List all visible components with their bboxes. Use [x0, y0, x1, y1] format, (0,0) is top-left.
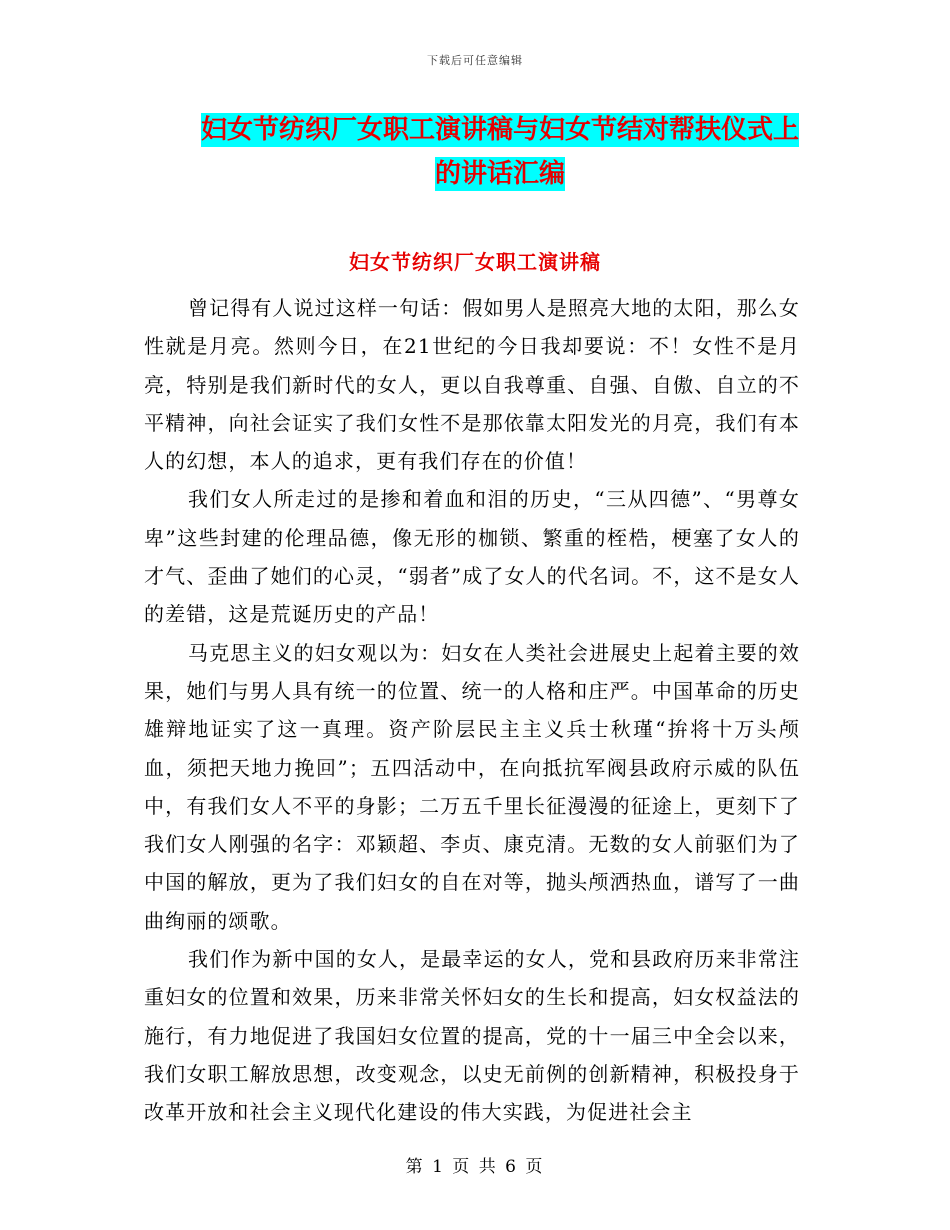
document-title-line-1: 妇女节纺织厂女职工演讲稿与妇女节结对帮扶仪式上: [200, 115, 799, 145]
document-title: [150, 108, 850, 196]
paragraph: 我们女人所走过的是掺和着血和泪的历史，“三从四德”、“男尊女卑”这些封建的伦理品德，像无形的枷锁、繁重的桎梏，梗塞了女人的才气、歪曲了她们的心灵，“弱者”成了女人的代名词。不，这不是女人的差错，这是荒诞历史的产品！: [144, 487, 800, 627]
document-title-line-2: 的讲话汇编: [434, 159, 565, 189]
paragraph: 我们作为新中国的女人，是最幸运的女人，党和县政府历来非常注重妇女的位置和效果，历来非常关怀妇女的生长和提高，妇女权益法的施行，有力地促进了我国妇女位置的提高，党的十一届三中全会以来，我们女职工解放思想，改变观念，以史无前例的创新精神，积极投身于改革开放和社会主义现代化建设的伟大实践，为促进社会主: [144, 947, 800, 1125]
page-number: 第 1 页 共 6 页: [405, 1157, 545, 1177]
section-title: 妇女节纺织厂女职工演讲稿: [349, 250, 601, 274]
body-text: [144, 289, 800, 1132]
paragraph: 曾记得有人说过这样一句话：假如男人是照亮大地的太阳，那么女性就是月亮。然则今日，在21世纪的今日我却要说：不！女性不是月亮，特别是我们新时代的女人，更以自我尊重、自强、自傲、自立的不平精神，向社会证实了我们女性不是那依靠太阳发光的月亮，我们有本人的幻想，本人的追求，更有我们存在的价值！: [144, 296, 800, 474]
header-note: 下载后可任意编辑: [427, 54, 523, 67]
paragraph: 马克思主义的妇女观以为：妇女在人类社会进展史上起着主要的效果，她们与男人具有统一的位置、统一的人格和庄严。中国革命的历史雄辩地证实了这一真理。资产阶层民主主义兵士秋瑾“拚将十万头颅血，须把天地力挽回”；五四活动中，在向抵抗军阀县政府示威的队伍中，有我们女人不平的身影；二万五千里长征漫漫的征途上，更刻下了我们女人刚强的名字：邓颖超、李贞、康克清。无数的女人前驱们为了中国的解放，更为了我们妇女的自在对等，抛头颅洒热血，谱写了一曲曲绚丽的颂歌。: [144, 640, 800, 933]
